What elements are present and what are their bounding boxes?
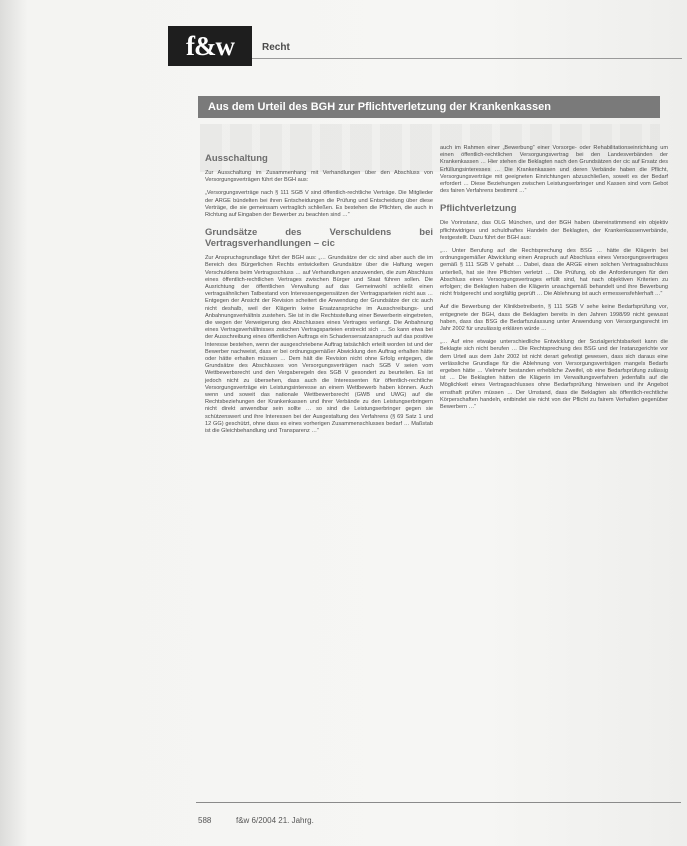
paragraph: Auf die Bewerbung der Klinikbetreiberin, § 111 SGB V sehe keine Bedarfsprüfung vor, entgegnete der BGH, dass die Beklagten bereits in den Jahren 1998/99 nicht gewusst haben, dass das BSG die Bedarfszulassung unter Anwendung von Versorgungsrecht im Jahr 2002 für unzulässig erklären würde … [440, 304, 668, 333]
paragraph: Zur Ausschaltung im Zusammenhang mit Verhandlungen über den Abschluss von Versorgungsverträgen führt der BGH aus: [205, 170, 433, 184]
heading-ausschaltung: Ausschaltung [205, 153, 268, 164]
section-label: Recht [262, 42, 290, 53]
heading-pflichtverletzung: Pflichtverletzung [440, 203, 517, 215]
quote-paragraph: „… Unter Berufung auf die Rechtsprechung des BSG … hätte die Klägerin bei ordnungsgemäßer Abwicklung einen Anspruch auf Abschluss eines Versorgungsvertrages gemäß § 111 SGB V gehabt … Dabei, dass die ARGE einen solchen Vertragsabschluss unterließ, hat sie ihre Pflichten verletzt … Die Prüfung, ob die Anforderungen für den Abschluss eines Versorgungsvertrages erfüllt sind, hat nach objektiven Kriterien zu erfolgen; die Beklagten haben die Klägerin unsachgemäß behandelt und ihre Bewerbung nicht fristgerecht und sorgfältig geprüft … Die Ablehnung ist auch ermessensfehlerhaft …“ [440, 248, 668, 298]
page-number: 588 [198, 816, 212, 825]
article-banner-title: Aus dem Urteil des BGH zur Pflichtverletzung der Krankenkassen [198, 96, 660, 118]
footer-rule [196, 802, 681, 803]
journal-issue: f&w 6/2004 21. Jahrg. [236, 816, 314, 825]
journal-logo: f&w [168, 26, 252, 66]
heading-grundsaetze: Grundsätze des Verschuldens bei Vertragsverhandlungen – cic [205, 227, 433, 250]
paragraph: Die Vorinstanz, das OLG München, und der BGH haben übereinstimmend ein objektiv pflichtwidriges und schuldhaftes Handeln der Beklagten, der Krankenkassenverbände, festgestellt. Dazu führt der BGH aus: [440, 220, 668, 241]
right-column [440, 145, 668, 417]
paragraph: Zur Anspruchsgrundlage führt der BGH aus: „… Grundsätze der cic sind aber auch die im Bereich des Bürgerlichen Rechts entwickelten Grundsätze über die Haftung wegen Verschuldens beim Vertragsschluss … auf Verhandlungen anzuwenden, die zum Abschluss eines öffentlich-rechtlichen Vertrages zwischen Bürger und Staat führen sollen. Die Ausrichtung der öffentlichen Verwaltung auf das Gemeinwohl schließt einen vertragsähnlichen Tatbestand von Interessengegensätzen der Vertragsparteien nicht aus … Entgegen der Ansicht der Revision scheitert die Anwendung der Grundsätze der cic auch nicht deshalb, weil der Klägerin keine Ersatzansprüche im Ausschreibungs- und Anbahnungsverhältnis zustehen. Sie ist in die Rechtsstellung einer Bewerberin eingetreten, die wegen der Verweigerung des Abschlusses eines Vertrages verlangt. Die Anbahnung eines Vertragsverhältnisses zwischen Vertragsparteien erstreckt sich … So kann etwa bei der Ausschreibung eines öffentlichen Auftrags ein Schadensersatzanspruch auf das positive Interesse bestehen, wenn der ausgeschriebene Auftrag tatsächlich erteilt worden ist und der Bewerber nachweist, dass er bei ordnungsgemäßer Abwicklung den Auftrag erhalten hätte oder hätte erhalten müssen … Dem hält die Revision nicht ohne Erfolg entgegen, die Grundsätze des Abschlusses von Versorgungsverträgen nach SGB V seien vom Wettbewerbsrecht und den Vergaberegeln des SGB V gesondert zu beurteilen. Es ist jedoch nicht zu übersehen, dass auch die Interessenten für öffentlich-rechtliche Versorgungsverträge ein Leistungsinteresse an einem Wettbewerb haben können. Auch wenn und soweit das nationale Wettbewerbsrecht (GWB und UWG) auf die Rechtsbeziehungen der Krankenkassen und ihrer Verbände zu den Leistungserbringern nicht direkt anwendbar sein sollte … so sind die Leistungserbringer gegen sie schützenswert und ihre Interessen bei der Ausgestaltung des Verfahrens (§ 69 Satz 1 und 12 GG) geschützt, ohne dass es eines vorherigen Zusammenschlusses bedarf … Maßstab ist die Gleichbehandlung und Transparenz …“ [205, 255, 433, 435]
quote-paragraph: „… Auf eine etwaige unterschiedliche Entwicklung der Sozialgerichtsbarkeit kann die Beklagte sich nicht berufen … Die Rechtsprechung des BSG und der Instanzgerichte vor dem Urteil aus dem Jahr 2002 ist nicht derart gefestigt gewesen, dass sich daraus eine verlässliche Grundlage für die Ablehnung von Versorgungsverträgen mangels Bedarfs ergeben hätte … Vielmehr bestanden erhebliche Zweifel, ob eine Bedarfsprüfung zulässig ist … Die Beklagten hätten die Klägerin im Verwaltungsverfahren jedenfalls auf die Möglichkeit eines Vertragsschlusses ohne Bedarfsprüfung hinweisen und ihr Angebot ernsthaft prüfen müssen … Der Umstand, dass die Beklagten als öffentlich-rechtliche Körperschaften handeln, entbindet sie nicht von der Pflicht zu fairem Verhalten gegenüber Bewerbern …“ [440, 339, 668, 411]
left-column [205, 145, 433, 441]
paragraph: auch im Rahmen einer „Bewerbung“ einer Vorsorge- oder Rehabilitationseinrichtung um einen öffentlich-rechtlichen Versorgungsvertrag bei den Landesverbänden der Krankenkassen … Hier stehen die Beklagten nach den Grundsätzen der cic auf Ersatz des Erfüllungsinteresses … Die Krankenkassen und deren Verbände haben die Pflicht, Versorgungsverträge mit geeigneten Einrichtungen abzuschließen, soweit es der Bedarf erfordert … Diese Beziehungen zwischen Leistungserbringer und Kassen sind vom Gebot des fairen Verfahrens bestimmt …“ [440, 145, 668, 195]
quote-paragraph: „Versorgungsverträge nach § 111 SGB V sind öffentlich-rechtliche Verträge. Die Mitglieder der ARGE bündelten bei ihren Entscheidungen die Prüfung und Entscheidung über diese Verträge, die sie gemeinsam vertraglich schließen. Es bestehen die Pflichten, die auch in Richtung auf Eingaben der Bewerber zu beachten sind …“ [205, 190, 433, 219]
header-rule [252, 58, 682, 59]
